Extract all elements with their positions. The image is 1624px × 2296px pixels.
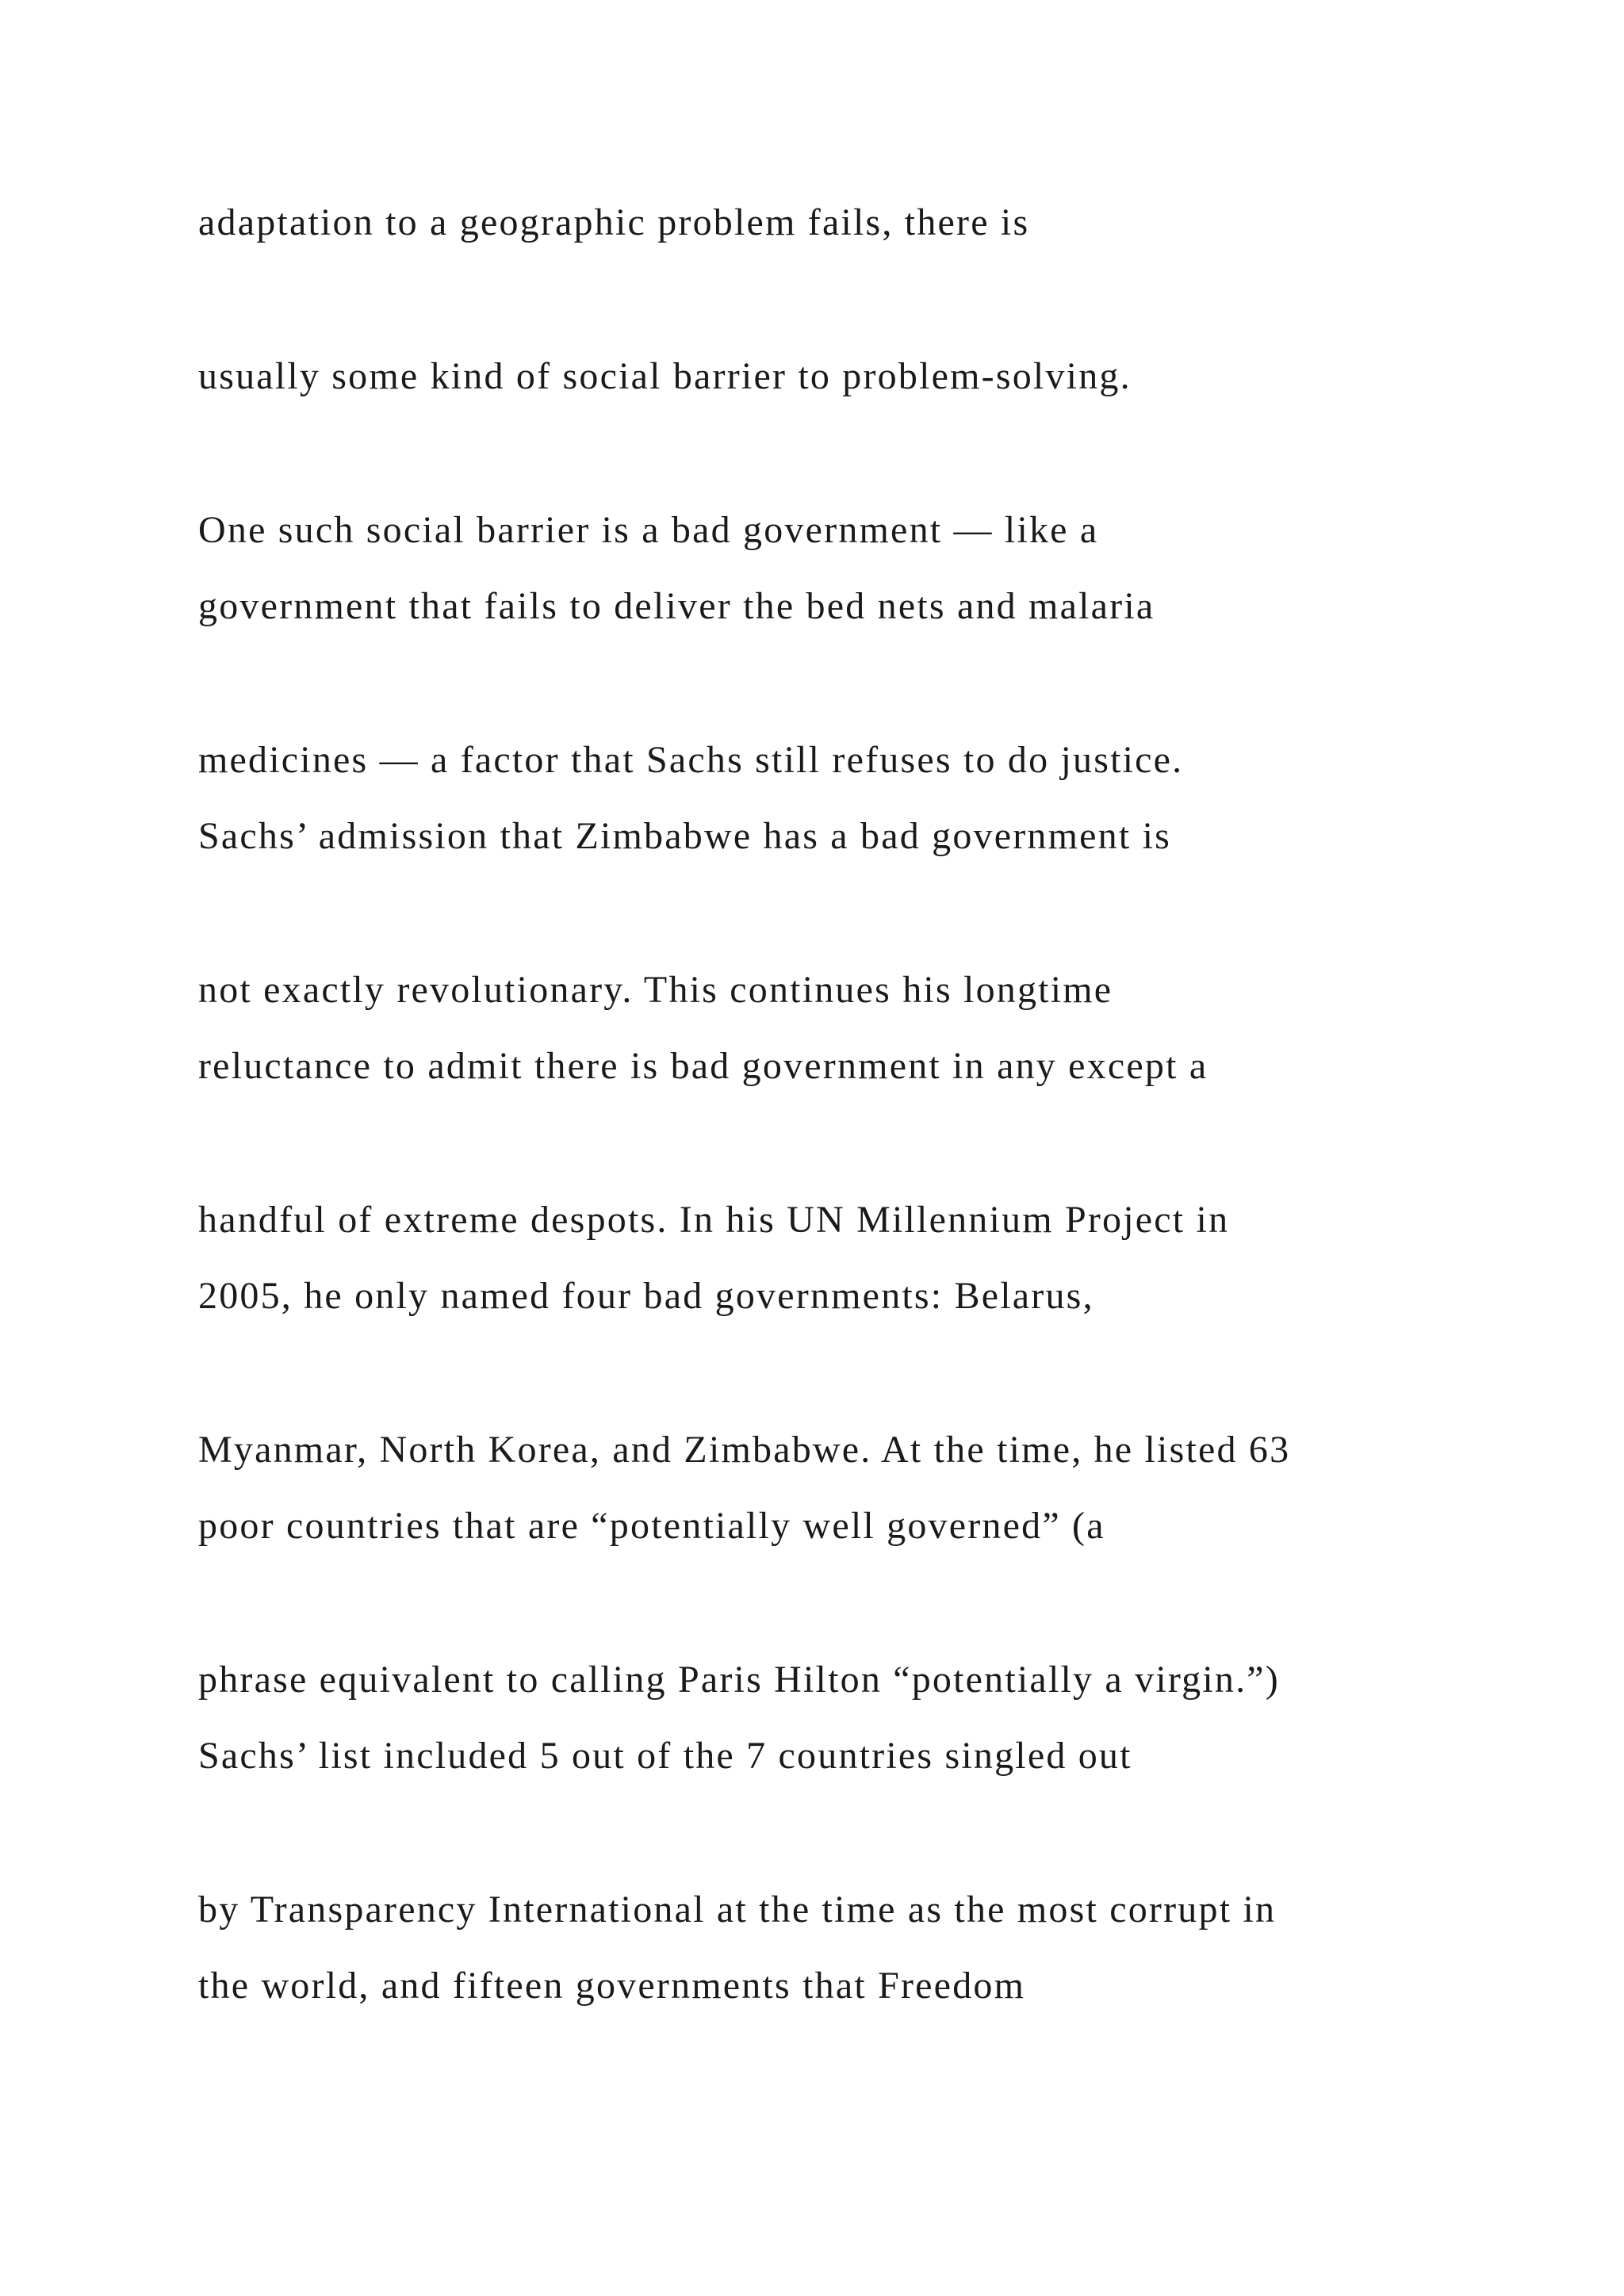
text-line: medicines — a factor that Sachs still refuses to do justice. <box>198 739 1184 781</box>
text-line: Sachs’ admission that Zimbabwe has a bad government is <box>198 815 1171 857</box>
text-line: government that fails to deliver the bed nets and malaria <box>198 585 1155 627</box>
text-line: Sachs’ list included 5 out of the 7 countries singled out <box>198 1735 1132 1777</box>
text-line: One such social barrier is a bad government — like a <box>198 509 1099 551</box>
text-line: usually some kind of social barrier to problem-solving. <box>198 355 1132 397</box>
text-line: reluctance to admit there is bad government in any except a <box>198 1045 1208 1087</box>
text-line: not exactly revolutionary. This continues his longtime <box>198 969 1113 1011</box>
text-line: phrase equivalent to calling Paris Hilton “potentially a virgin.”) <box>198 1659 1280 1701</box>
text-line: adaptation to a geographic problem fails, there is <box>198 201 1030 243</box>
text-line: handful of extreme despots. In his UN Millennium Project in <box>198 1199 1230 1241</box>
text-line: the world, and fifteen governments that Freedom <box>198 1965 1026 2007</box>
text-line: 2005, he only named four bad governments: Belarus, <box>198 1275 1094 1317</box>
text-line: by Transparency International at the time as the most corrupt in <box>198 1888 1277 1931</box>
text-line: Myanmar, North Korea, and Zimbabwe. At the time, he listed 63 <box>198 1429 1291 1471</box>
text-line: poor countries that are “potentially well governed” (a <box>198 1505 1105 1547</box>
